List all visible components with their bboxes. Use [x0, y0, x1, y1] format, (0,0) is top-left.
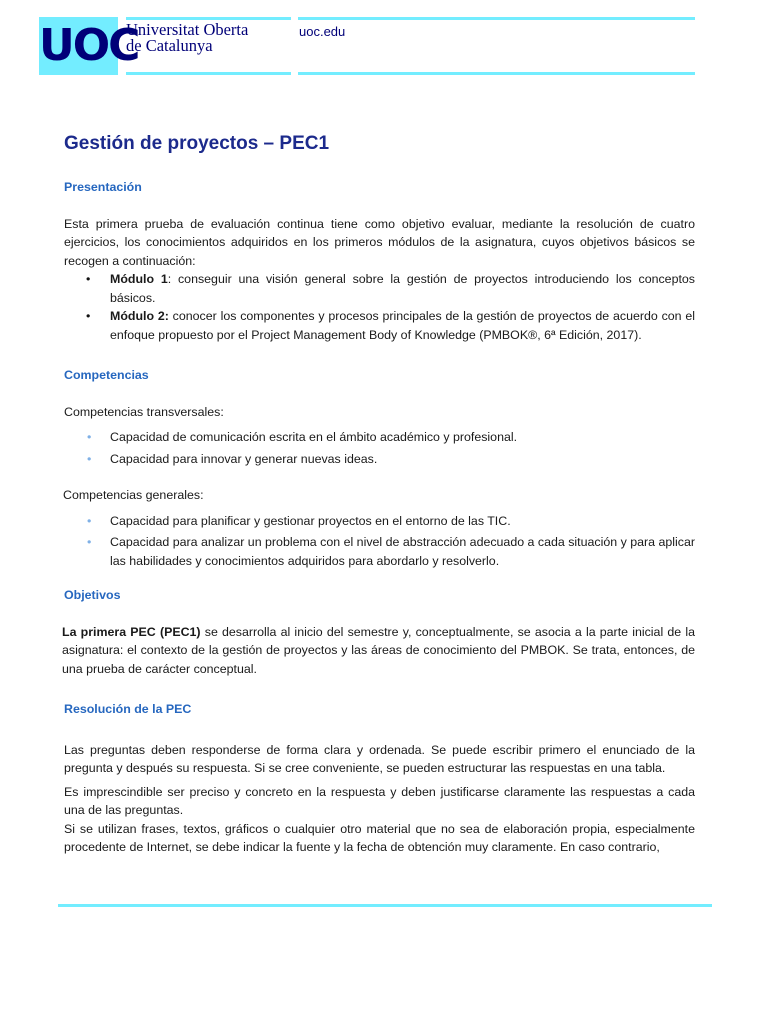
- module-label: Módulo 1: [110, 272, 168, 286]
- site-url-link[interactable]: uoc.edu: [299, 24, 346, 39]
- competencias-transversales-list: [64, 428, 695, 468]
- bullet-icon: •: [87, 513, 92, 528]
- module-list: [64, 270, 695, 344]
- heading-objetivos: Objetivos: [64, 588, 121, 602]
- bullet-icon: •: [87, 430, 92, 444]
- heading-competencias: Competencias: [64, 368, 149, 382]
- objetivos-paragraph: [62, 623, 695, 679]
- logo-text: UOC: [39, 20, 139, 71]
- university-name: [126, 22, 248, 54]
- competencias-generales-label: Competencias generales:: [63, 488, 204, 502]
- competencias-generales-list: [64, 512, 695, 571]
- bullet-icon: •: [87, 535, 92, 549]
- heading-resolucion: Resolución de la PEC: [64, 702, 192, 716]
- header-rule-left-top: [126, 17, 291, 20]
- header-rule-left-bottom: [126, 72, 291, 75]
- document-title: Gestión de proyectos – PEC1: [64, 133, 330, 154]
- module-sep: :: [167, 272, 172, 286]
- university-name-line1: Universitat Oberta: [126, 20, 249, 39]
- presentacion-intro: Esta primera prueba de evaluación continua tiene como objetivo evaluar, mediante la resolución de cuatro ejercicios, los conocimientos adquiridos en los primeros módulos de la asignatura, cuyos objetivos básicos se recogen a continuación:: [64, 216, 695, 268]
- bullet-icon: •: [86, 272, 91, 286]
- header-rule-right-bottom: [298, 72, 695, 75]
- header-rule-right-top: [298, 17, 695, 20]
- list-item: [64, 450, 695, 469]
- module-label: Módulo 2:: [110, 309, 169, 323]
- list-item: [64, 533, 695, 570]
- competency-text: Capacidad para innovar y generar nuevas ideas.: [110, 451, 378, 466]
- resolucion-paragraph-1: Las preguntas deben responderse de forma clara y ordenada. Se puede escribir primero el enunciado de la pregunta y después su respuesta. Si se cree conveniente, se pueden estructurar las respuestas en una tabla.: [64, 742, 695, 775]
- resolucion-paragraph-2: Es imprescindible ser preciso y concreto en la respuesta y deben justificarse claramente las respuestas a cada una de las preguntas.: [64, 784, 695, 817]
- footer-rule: [58, 904, 712, 907]
- bullet-icon: •: [86, 309, 91, 323]
- module-text: conseguir una visión general sobre la gestión de proyectos introduciendo los conceptos básicos.: [110, 272, 695, 305]
- list-item: [64, 428, 695, 447]
- bullet-icon: •: [87, 451, 92, 466]
- competency-text: Capacidad para analizar un problema con el nivel de abstracción adecuado a cada situación y para aplicar las habilidades y conocimientos adquiridos para abordarlo y resolverlo.: [110, 535, 695, 568]
- competency-text: Capacidad para planificar y gestionar proyectos en el entorno de las TIC.: [110, 513, 511, 528]
- heading-presentacion: Presentación: [64, 180, 142, 194]
- list-item-modulo-1: [64, 270, 695, 307]
- uoc-logo: [39, 17, 139, 75]
- module-text: conocer los componentes y procesos principales de la gestión de proyectos de acuerdo con el enfoque propuesto por el Project Management Body of Knowledge (PMBOK®, 6ª Edición, 2017).: [110, 309, 696, 342]
- competencias-transversales-label: Competencias transversales:: [64, 404, 224, 419]
- objetivos-lead: La primera PEC (PEC1): [62, 624, 201, 639]
- competency-text: Capacidad de comunicación escrita en el ámbito académico y profesional.: [110, 430, 518, 444]
- resolucion-paragraph-3: Si se utilizan frases, textos, gráficos o cualquier otro material que no sea de elaboración propia, especialmente procedente de Internet, se debe indicar la fuente y la fecha de obtención muy claramente. En caso contrario,: [64, 821, 695, 854]
- document-body: [64, 132, 695, 857]
- list-item: [64, 512, 695, 531]
- university-name-line2: de Catalunya: [126, 36, 213, 55]
- list-item-modulo-2: [64, 307, 695, 344]
- objetivos-text: se desarrolla al inicio del semestre y, conceptualmente, se asocia a la parte inicial de la asignatura: el contexto de la gestión de proyectos y las áreas de conocimiento del PMBOK. Se trata, entonces, de una prueba de carácter conceptual.: [62, 624, 695, 676]
